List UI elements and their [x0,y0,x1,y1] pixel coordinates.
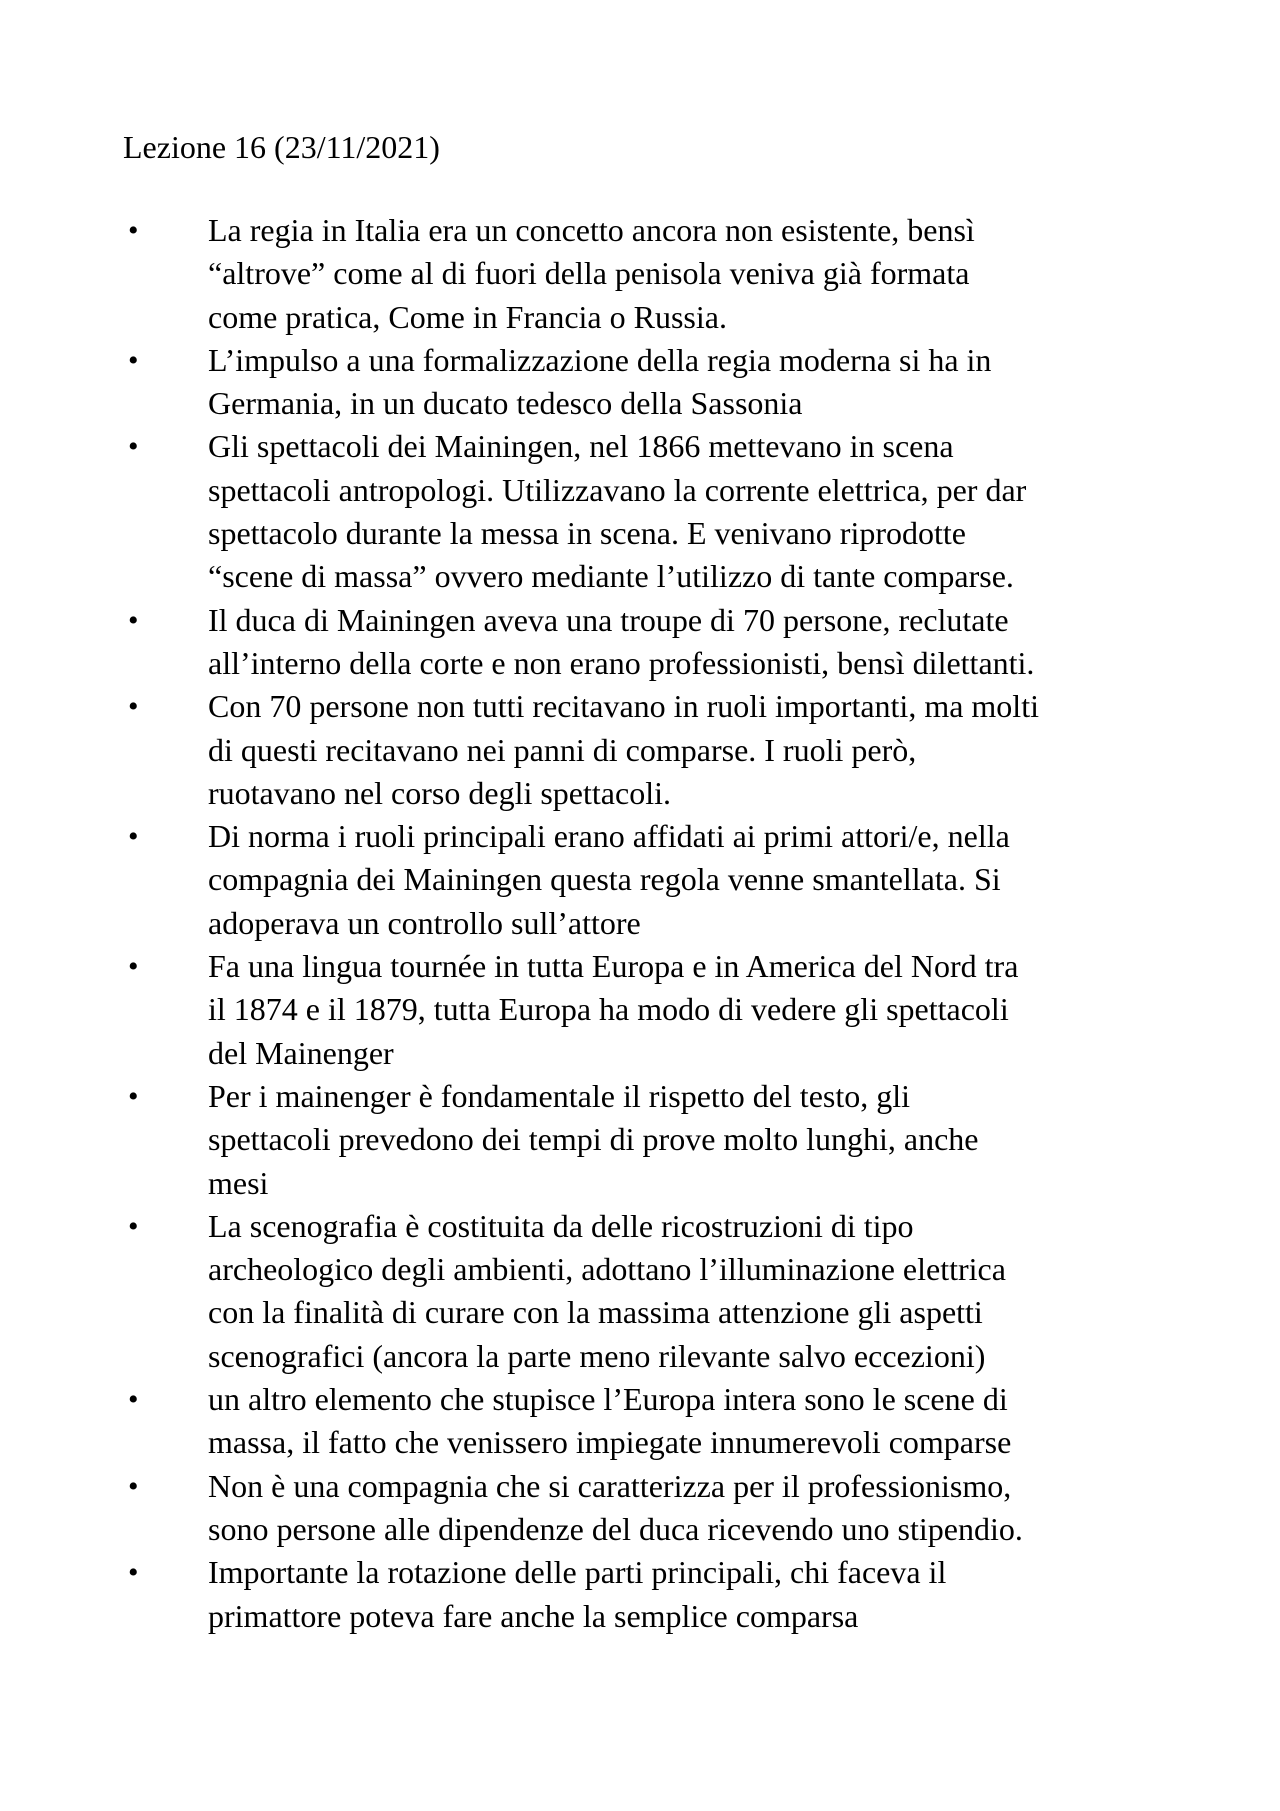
list-item [0,339,1168,426]
list-item [0,1551,1168,1638]
bullet-dot-icon: • [128,1556,139,1590]
bullet-dot-icon: • [128,690,139,724]
list-item-text-line: L’impulso a una formalizzazione della regia moderna si ha in [208,341,992,378]
list-item-text-line: sono persone alle dipendenze del duca ricevendo uno stipendio. [208,1510,1023,1547]
list-item [0,685,1168,815]
list-item-text-line: un altro elemento che stupisce l’Europa intera sono le scene di [208,1381,1008,1418]
list-item-text-line: Di norma i ruoli principali erano affidati ai primi attori/e, nella [208,818,1010,855]
bullet-dot-icon: • [128,1383,139,1417]
list-item-text-line: archeologico degli ambienti, adottano l’illuminazione elettrica [208,1251,1006,1288]
bullet-dot-icon: • [128,430,139,464]
bullet-dot-icon: • [128,343,139,377]
list-item-text-line: Il duca di Mainingen aveva una troupe di 70 persone, reclutate [208,601,1009,638]
list-item-text-line: massa, il fatto che venissero impiegate innumerevoli comparse [208,1424,1012,1461]
list-item-text-line: del Mainenger [208,1034,394,1071]
list-item-text-line: Per i mainenger è fondamentale il rispetto del testo, gli [208,1077,911,1114]
bullet-list [0,209,1280,1638]
bullet-dot-icon: • [128,820,139,854]
list-item-text-line: adoperava un controllo sull’attore [208,904,641,941]
list-item-text-line: Con 70 persone non tutti recitavano in ruoli importanti, ma molti [208,688,1039,725]
list-item [0,1378,1168,1465]
list-item [0,1205,1168,1378]
bullet-dot-icon: • [128,950,139,984]
list-item [0,1075,1168,1205]
list-item-text-line: Importante la rotazione delle parti principali, chi faceva il [208,1554,947,1591]
list-item-text-line: Germania, in un ducato tedesco della Sassonia [208,385,803,422]
list-item-text-line: compagnia dei Mainingen questa regola venne smantellata. Si [208,861,1001,898]
list-item-text-line: Gli spettacoli dei Mainingen, nel 1866 mettevano in scena [208,428,954,465]
bullet-dot-icon: • [128,1209,139,1243]
list-item-text-line: “altrove” come al di fuori della penisola veniva già formata [208,255,970,292]
list-item-text-line: spettacoli antropologi. Utilizzavano la corrente elettrica, per dar [208,471,1027,508]
list-item-text-line: La regia in Italia era un concetto ancora non esistente, bensì [208,212,975,248]
list-item-text-line: spettacoli prevedono dei tempi di prove molto lunghi, anche [208,1121,979,1158]
list-item-text-line: come pratica, Come in Francia o Russia. [208,298,727,335]
list-item [0,815,1168,945]
list-item [0,599,1168,686]
list-item-text-line: all’interno della corte e non erano professionisti, bensì dilettanti. [208,644,1035,681]
list-item-text-line: scenografici (ancora la parte meno rilevante salvo eccezioni) [208,1337,986,1374]
list-item-text-line: Fa una lingua tournée in tutta Europa e in America del Nord tra [208,948,1019,985]
bullet-dot-icon: • [128,603,139,637]
list-item-text-line: “scene di massa” ovvero mediante l’utilizzo di tante comparse. [208,558,1014,595]
list-item [0,209,1168,339]
bullet-dot-icon: • [128,1469,139,1503]
list-item-text-line: il 1874 e il 1879, tutta Europa ha modo di vedere gli spettacoli [208,991,1009,1028]
page-title: Lezione 16 (23/11/2021) [123,129,440,165]
list-item-text-line: spettacolo durante la messa in scena. E venivano riprodotte [208,515,966,552]
list-item-text-line: ruotavano nel corso degli spettacoli. [208,774,671,811]
list-item-text-line: mesi [208,1164,269,1201]
bullet-dot-icon: • [128,214,139,247]
list-item-text-line: di questi recitavano nei panni di comparse. I ruoli però, [208,731,917,768]
bullet-dot-icon: • [128,1079,139,1113]
list-item-text-line: primattore poteva fare anche la semplice comparsa [208,1597,859,1634]
list-item [0,1465,1168,1552]
list-item-text-line: La scenografia è costituita da delle ricostruzioni di tipo [208,1207,914,1244]
list-item-text-line: con la finalità di curare con la massima attenzione gli aspetti [208,1294,983,1331]
list-item [0,945,1168,1075]
list-item [0,425,1168,598]
list-item-text-line: Non è una compagnia che si caratterizza per il professionismo, [208,1467,1012,1504]
